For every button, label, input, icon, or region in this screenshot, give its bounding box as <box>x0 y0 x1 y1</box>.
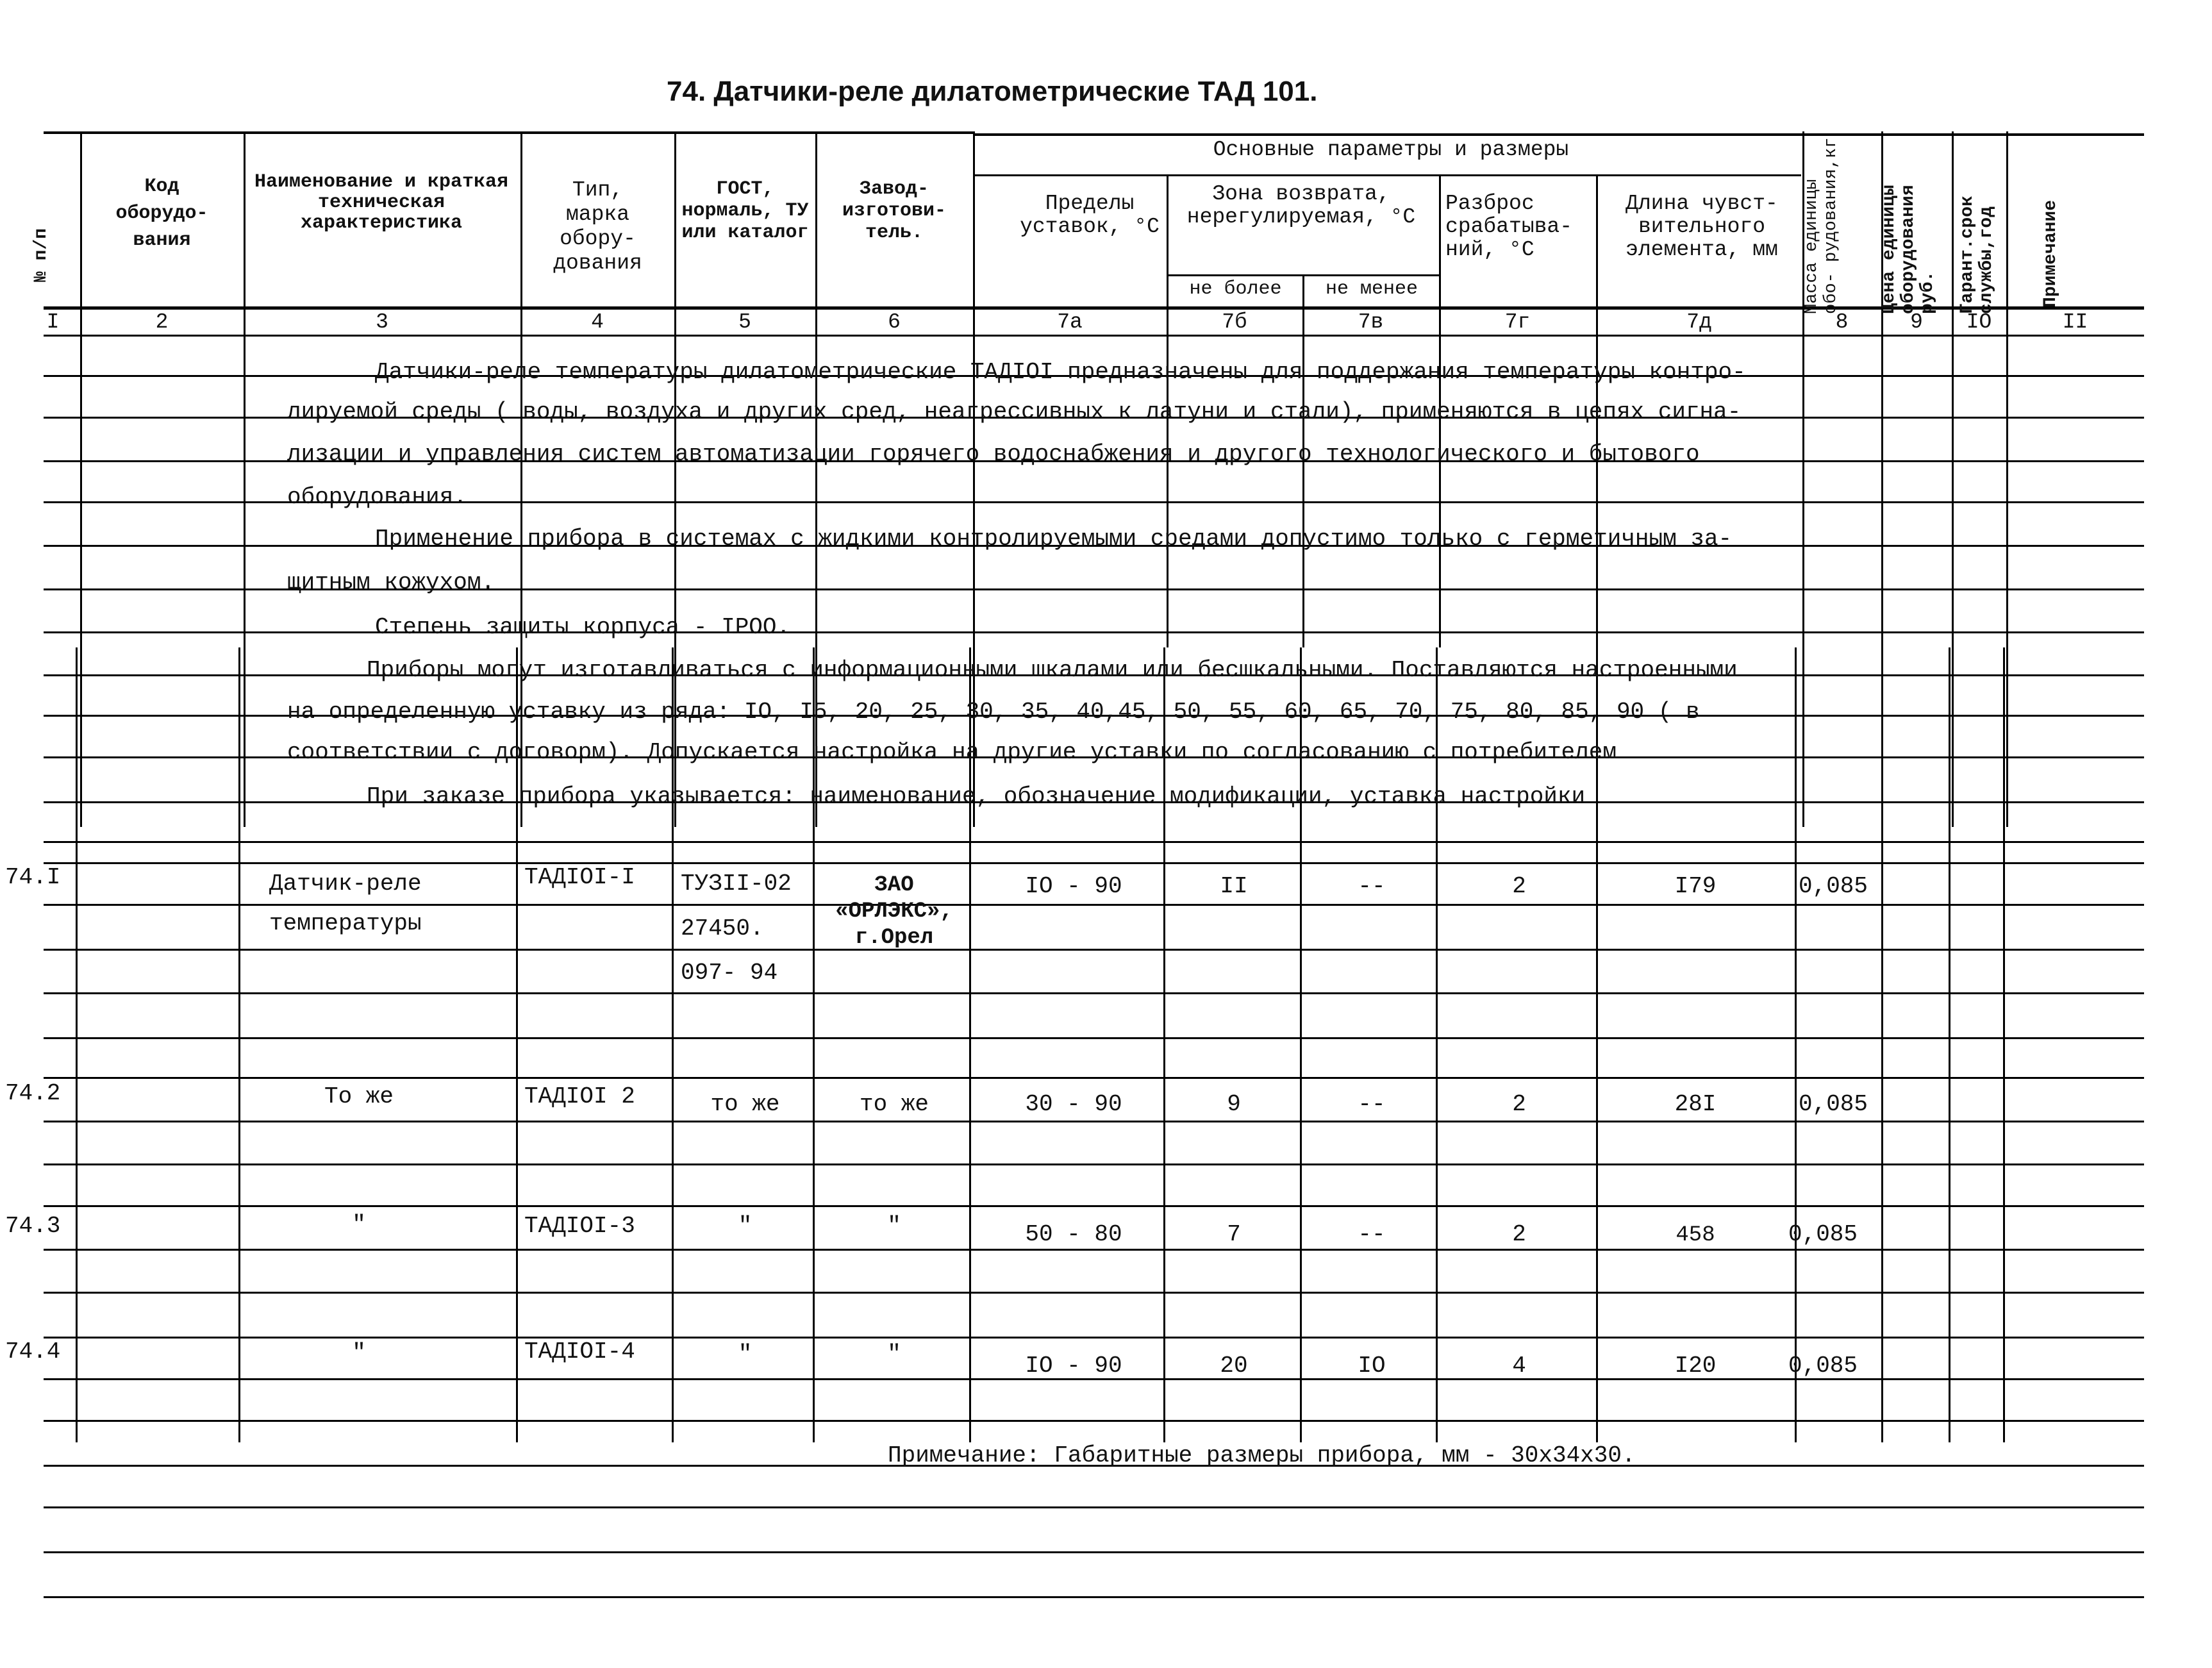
grid-line <box>1952 131 1954 827</box>
row-zone-max: II <box>1220 873 1248 899</box>
column-number: II <box>2062 310 2088 334</box>
row-gost: ТУЗII-02 <box>681 871 792 897</box>
grid-line <box>44 1596 2144 1598</box>
row-factory: ЗАО <box>874 873 914 897</box>
row-gost: " <box>738 1341 753 1367</box>
row-factory: «ОРЛЭКС», <box>835 899 953 924</box>
description-line-4: оборудования. <box>287 484 467 510</box>
column-number: 7в <box>1358 310 1384 334</box>
grid-line <box>969 647 971 1442</box>
grid-line <box>44 1249 2144 1251</box>
row-zone-min: -- <box>1358 873 1386 899</box>
grid-line <box>44 904 2144 906</box>
grid-line <box>1596 647 1598 1442</box>
grid-line <box>2006 131 2008 827</box>
row-type: ТАДIOI-I <box>524 864 635 890</box>
row-zone-min: -- <box>1358 1091 1386 1117</box>
grid-line <box>1436 647 1438 1442</box>
grid-line <box>44 335 2144 337</box>
header-col-7v: не менее <box>1325 278 1418 300</box>
row-gost: 27450. <box>681 915 764 942</box>
header-col-num: № п/п <box>31 228 51 282</box>
row-number: 74.3 <box>5 1213 61 1239</box>
column-number: 8 <box>1835 310 1849 334</box>
header-params-group: Основные параметры и размеры <box>1213 138 1569 162</box>
row-gost: 097- 94 <box>681 960 778 986</box>
column-number: 3 <box>376 310 388 334</box>
description-line-10: соответствии с договорм). Допускается настройка на другие уставки по согласованию с потребителем <box>287 739 1617 765</box>
grid-line <box>44 841 2144 843</box>
column-number: 7а <box>1057 310 1083 334</box>
header-col-gost <box>676 178 814 244</box>
row-factory: " <box>887 1341 901 1367</box>
header-col-zone: Зона возврата, нерегулируемая, °С <box>1186 182 1416 229</box>
grid-line <box>974 174 1801 176</box>
row-zone-max: 20 <box>1220 1353 1248 1379</box>
row-gost: " <box>738 1213 753 1239</box>
grid-line <box>1949 647 1950 1442</box>
row-type: ТАДIOI-4 <box>524 1339 635 1365</box>
header-col-7a: Пределы уставок, °С <box>1020 192 1160 238</box>
row-type: ТАДIOI-3 <box>524 1213 635 1239</box>
row-mass: 0,085 <box>1788 1221 1858 1247</box>
row-spread: 2 <box>1512 1091 1526 1117</box>
column-number: 9 <box>1910 310 1923 334</box>
row-length: I79 <box>1674 873 1717 899</box>
grid-line <box>44 992 2144 994</box>
header-col-note: Примечание <box>2041 199 2061 308</box>
header-col-code-text: Код оборудо- вания <box>115 176 208 251</box>
column-number: 6 <box>888 310 901 334</box>
grid-line <box>76 647 78 1442</box>
header-col-7b: не более <box>1189 278 1282 300</box>
grid-line <box>44 631 2144 633</box>
column-number: 7б <box>1222 310 1247 334</box>
grid-line <box>516 647 518 1442</box>
header-col-name: Наименование и краткая техническая характеристика <box>254 171 509 234</box>
row-name: температуры <box>269 910 422 937</box>
header-col-7d: Длина чувст- вительного элемента, мм <box>1626 192 1778 262</box>
grid-line <box>44 1292 2144 1294</box>
row-mass: 0,085 <box>1788 1353 1858 1379</box>
grid-line <box>2003 647 2005 1442</box>
grid-line <box>1881 647 1883 1442</box>
grid-line <box>238 647 240 1442</box>
row-length: I20 <box>1674 1353 1717 1379</box>
grid-line <box>244 131 245 827</box>
table-note: Примечание: Габаритные размеры прибора, мм - 30х34х30. <box>888 1442 1636 1469</box>
header-col-type-text: Тип, марка обору- дования <box>553 178 642 275</box>
description-line-8: Приборы могут изготавливаться с информационными шкалами или бесшкальными. Поставляются настроенными <box>367 657 1738 683</box>
column-number: IO <box>1966 310 1992 334</box>
row-factory: г.Орел <box>854 926 934 950</box>
header-col-price: Цена единицы оборудования руб. <box>1879 185 1938 314</box>
column-number: 7д <box>1686 310 1712 334</box>
header-col-warranty: Гарант.срок службы,год <box>1958 196 1997 314</box>
grid-line <box>44 1163 2144 1165</box>
header-col-7g: Разброс срабатыва- ний, °С <box>1445 192 1573 262</box>
grid-line <box>813 647 815 1442</box>
grid-line <box>44 1551 2144 1553</box>
grid-line <box>672 647 674 1442</box>
column-number: 4 <box>591 310 604 334</box>
column-number: I <box>46 310 60 334</box>
grid-line <box>44 1506 2144 1508</box>
row-name: То же <box>324 1083 394 1110</box>
row-name: " <box>352 1212 366 1238</box>
grid-line <box>44 1337 2144 1339</box>
row-number: 74.I <box>5 864 61 890</box>
header-col-code <box>83 173 240 254</box>
row-length: 28I <box>1674 1091 1717 1117</box>
description-line-6: щитным кожухом. <box>287 569 495 596</box>
row-gost: то же <box>710 1091 780 1117</box>
column-number: 2 <box>155 310 169 334</box>
row-range: 50 - 80 <box>1025 1221 1122 1247</box>
grid-line <box>1300 647 1302 1442</box>
row-length: 458 <box>1676 1223 1715 1247</box>
row-spread: 2 <box>1512 873 1526 899</box>
description-line-3: лизации и управления систем автоматизации горячего водоснабжения и другого технологического и бытового <box>287 441 1700 467</box>
description-line-9: на определенную уставку из ряда: IO, I5, 20, 25, 30, 35, 40,45, 50, 55, 60, 65, 70, 75, 80, 85, 90 ( в <box>287 699 1700 725</box>
row-name: Датчик-реле <box>269 871 422 897</box>
header-col-gost-text: ГОСТ, нормаль, ТУ или каталог <box>681 178 809 244</box>
grid-line <box>974 133 2144 136</box>
grid-line <box>44 1121 2144 1122</box>
grid-line <box>44 949 2144 951</box>
row-factory: " <box>887 1213 901 1239</box>
header-col-type <box>522 178 673 276</box>
grid-line <box>1795 647 1797 1442</box>
grid-line <box>44 1037 2144 1039</box>
row-mass: 0,085 <box>1799 873 1868 899</box>
page-title: 74. Датчики-реле дилатометрические ТАД 101. <box>667 76 1318 107</box>
description-line-11: При заказе прибора указывается: наименование, обозначение модификации, уставка настройки <box>367 783 1586 810</box>
grid-line <box>1163 647 1165 1442</box>
row-zone-max: 9 <box>1227 1091 1241 1117</box>
grid-line <box>44 1077 2144 1079</box>
row-name: " <box>352 1340 366 1366</box>
row-spread: 2 <box>1512 1221 1526 1247</box>
header-col-factory-text: Завод- изготови- тель. <box>842 178 947 244</box>
grid-line <box>44 1420 2144 1422</box>
description-line-5: Применение прибора в системах с жидкими контролируемыми средами допустимо только с герметичным за- <box>375 526 1733 552</box>
row-zone-min: IO <box>1358 1353 1386 1379</box>
row-number: 74.4 <box>5 1339 61 1365</box>
row-mass: 0,085 <box>1799 1091 1868 1117</box>
description-line-1: Датчики-реле температуры дилатометрические ТАДIOI предназначены для поддержания температуры контро- <box>375 359 1746 385</box>
row-range: IO - 90 <box>1025 873 1122 899</box>
description-line-2: лируемой среды ( воды, воздуха и других сред, неагрессивных к латуни и стали), применяются в цепях сигна- <box>287 399 1742 425</box>
row-spread: 4 <box>1512 1353 1526 1379</box>
row-factory: то же <box>859 1091 929 1117</box>
grid-line <box>44 131 974 134</box>
row-range: 30 - 90 <box>1025 1091 1122 1117</box>
column-number: 5 <box>738 310 751 334</box>
header-col-mass: Масса единицы обо- рудования,кг <box>1802 137 1841 314</box>
header-col-factory <box>817 178 971 244</box>
row-type: ТАДIOI 2 <box>524 1083 635 1110</box>
row-range: IO - 90 <box>1025 1353 1122 1379</box>
description-line-7: Степень защиты корпуса - IPOO. <box>375 614 791 640</box>
row-zone-max: 7 <box>1227 1221 1241 1247</box>
grid-line <box>44 862 2144 864</box>
grid-line <box>80 131 82 827</box>
grid-line <box>44 1205 2144 1207</box>
row-zone-min: -- <box>1358 1221 1386 1247</box>
column-number: 7г <box>1504 310 1531 334</box>
row-number: 74.2 <box>5 1080 61 1106</box>
